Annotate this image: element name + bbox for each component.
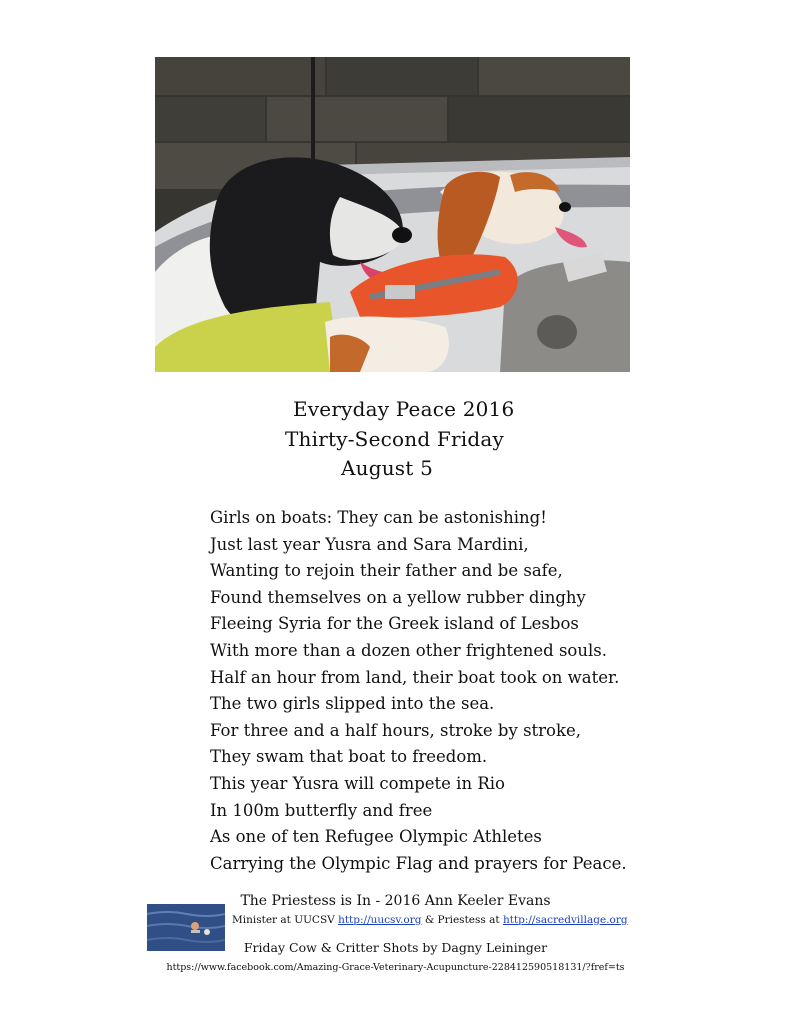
poem: [210, 505, 680, 877]
sacredvillage-link[interactable]: http://sacredvillage.org: [502, 914, 628, 926]
credit-title: The Priestess is In - 2016 Ann Keeler Evans: [240, 893, 551, 909]
title-line-3: August 5: [341, 456, 433, 480]
title-line-1: Everyday Peace 2016: [293, 397, 515, 421]
facebook-url: https://www.facebook.com/Amazing-Grace-Veterinary-Acupuncture-228412590518131/?fref=ts: [166, 962, 625, 973]
poem-line: Fleeing Syria for the Greek island of Lesbos: [210, 614, 579, 634]
poem-line: Wanting to rejoin their father and be safe,: [210, 561, 563, 581]
dogs-on-boat-photo: [155, 57, 630, 372]
poem-line: Girls on boats: They can be astonishing!: [210, 508, 547, 527]
poem-line: The two girls slipped into the sea.: [210, 694, 495, 714]
credit-minister-line: [232, 914, 628, 926]
priestess-prefix: & Priestess at: [421, 914, 503, 926]
poem-line: They swam that boat to freedom.: [210, 747, 488, 767]
poem-line: Found themselves on a yellow rubber dinghy: [210, 587, 586, 607]
uucsv-link[interactable]: http://uucsv.org: [338, 914, 422, 926]
poem-line: As one of ten Refugee Olympic Athletes: [210, 827, 542, 847]
poem-line: With more than a dozen other frightened souls.: [210, 640, 607, 660]
poem-line: This year Yusra will compete in Rio: [210, 773, 505, 793]
poem-line: Carrying the Olympic Flag and prayers for Peace.: [210, 853, 627, 873]
minister-prefix: Minister at UUCSV: [232, 914, 339, 926]
title-line-2: Thirty-Second Friday: [285, 427, 504, 451]
poem-line: Just last year Yusra and Sara Mardini,: [210, 534, 529, 554]
photo-credit: Friday Cow & Critter Shots by Dagny Leininger: [243, 940, 548, 955]
poem-line: For three and a half hours, stroke by stroke,: [210, 720, 581, 740]
poem-line: Half an hour from land, their boat took on water.: [210, 667, 620, 687]
poem-line: In 100m butterfly and free: [210, 800, 433, 820]
